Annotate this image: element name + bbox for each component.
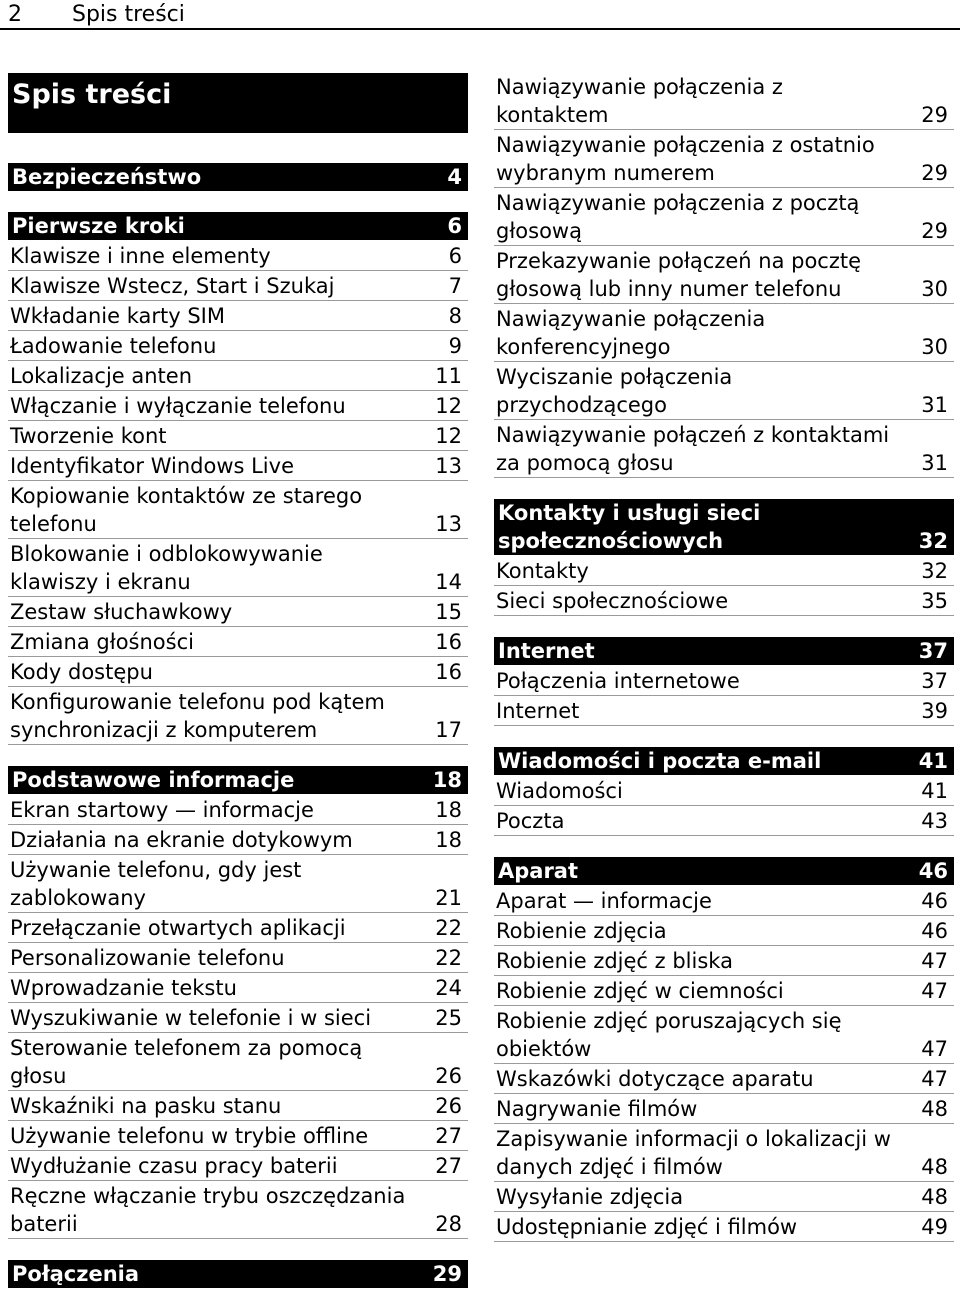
toc-entry[interactable]	[494, 777, 954, 806]
entry-title: Przekazywanie połączeń na pocztę głosową lub inny numer telefonu	[496, 249, 862, 301]
entry-page-number: 47	[921, 1067, 948, 1091]
entry-page-number: 28	[435, 1212, 462, 1236]
section-page-number: 41	[918, 749, 948, 773]
entry-page-number: 30	[921, 277, 948, 301]
entry-title: Robienie zdjęć poruszających się obiektów	[496, 1009, 842, 1061]
toc-entry[interactable]	[8, 944, 468, 973]
entry-page-number: 29	[921, 161, 948, 185]
toc-entry[interactable]	[494, 1183, 954, 1212]
entry-page-number: 12	[435, 424, 462, 448]
entry-title: Lokalizacje anten	[10, 364, 193, 388]
entry-page-number: 21	[435, 886, 462, 910]
entry-title: Robienie zdjęć z bliska	[496, 949, 733, 973]
section-page-number: 46	[918, 859, 948, 883]
entry-page-number: 8	[448, 304, 462, 328]
entry-page-number: 30	[921, 335, 948, 359]
toc-left-column	[8, 73, 468, 1290]
entry-page-number: 16	[435, 660, 462, 684]
entry-title: Kody dostępu	[10, 660, 153, 684]
entry-title: Nawiązywanie połączenia z ostatnio wybranym numerem	[496, 133, 875, 185]
entry-page-number: 26	[435, 1064, 462, 1088]
toc-entry[interactable]	[494, 189, 954, 246]
toc-entry[interactable]	[494, 887, 954, 916]
toc-entry[interactable]	[494, 1095, 954, 1124]
toc-section	[494, 857, 954, 1242]
toc-section	[494, 747, 954, 836]
entry-page-number: 14	[435, 570, 462, 594]
toc-entry[interactable]	[494, 1065, 954, 1094]
entry-page-number: 15	[435, 600, 462, 624]
toc-entry[interactable]	[494, 807, 954, 836]
entry-title: Włączanie i wyłączanie telefonu	[10, 394, 346, 418]
toc-entry[interactable]	[494, 247, 954, 304]
entry-title: Wysyłanie zdjęcia	[496, 1185, 684, 1209]
page-number: 2	[8, 2, 22, 27]
toc-section-header[interactable]	[494, 747, 954, 775]
section-title: Połączenia	[12, 1262, 140, 1286]
toc-entry[interactable]	[8, 392, 468, 421]
entry-title: Wskaźniki na pasku stanu	[10, 1094, 282, 1118]
entry-title: Blokowanie i odblokowywanie klawiszy i ekranu	[10, 542, 323, 594]
entry-title: Udostępnianie zdjęć i filmów	[496, 1215, 798, 1239]
toc-section	[8, 163, 468, 191]
entry-title: Używanie telefonu w trybie offline	[10, 1124, 369, 1148]
toc-entry[interactable]	[8, 422, 468, 451]
section-page-number: 32	[918, 529, 948, 553]
toc-entry[interactable]	[8, 628, 468, 657]
toc-entry[interactable]	[8, 482, 468, 539]
entry-title: Przełączanie otwartych aplikacji	[10, 916, 346, 940]
entry-title: Ładowanie telefonu	[10, 334, 217, 358]
entry-title: Kopiowanie kontaktów ze starego telefonu	[10, 484, 363, 536]
toc-entry[interactable]	[494, 305, 954, 362]
entry-title: Działania na ekranie dotykowym	[10, 828, 353, 852]
toc-entry[interactable]	[494, 73, 954, 130]
toc-entry[interactable]	[8, 1034, 468, 1091]
entry-page-number: 18	[435, 798, 462, 822]
entry-page-number: 29	[921, 103, 948, 127]
entry-page-number: 37	[921, 669, 948, 693]
entry-title: Używanie telefonu, gdy jest zablokowany	[10, 858, 302, 910]
entry-title: Ręczne włączanie trybu oszczędzania baterii	[10, 1184, 406, 1236]
entry-title: Zestaw słuchawkowy	[10, 600, 233, 624]
entry-page-number: 35	[921, 589, 948, 613]
entry-title: Sterowanie telefonem za pomocą głosu	[10, 1036, 363, 1088]
toc-section-header[interactable]	[494, 857, 954, 885]
entry-title: Tworzenie kont	[10, 424, 167, 448]
entry-page-number: 48	[921, 1185, 948, 1209]
entry-page-number: 31	[921, 451, 948, 475]
entry-page-number: 22	[435, 916, 462, 940]
entry-page-number: 49	[921, 1215, 948, 1239]
toc-section-header[interactable]	[494, 499, 954, 555]
toc-entry[interactable]	[8, 362, 468, 391]
entry-page-number: 12	[435, 394, 462, 418]
entry-page-number: 47	[921, 949, 948, 973]
toc-entry[interactable]	[8, 826, 468, 855]
entry-title: Ekran startowy — informacje	[10, 798, 314, 822]
entry-page-number: 16	[435, 630, 462, 654]
entry-page-number: 47	[921, 979, 948, 1003]
toc-entry[interactable]	[494, 1213, 954, 1242]
toc-section	[8, 766, 468, 1239]
toc-entry[interactable]	[8, 856, 468, 913]
section-title: Podstawowe informacje	[12, 768, 295, 792]
entry-title: Nawiązywanie połączenia z pocztą głosową	[496, 191, 860, 243]
toc-section-header[interactable]	[8, 1260, 468, 1288]
section-page-number: 37	[918, 639, 948, 663]
entry-title: Aparat — informacje	[496, 889, 712, 913]
entry-title: Identyfikator Windows Live	[10, 454, 294, 478]
toc-entry[interactable]	[8, 796, 468, 825]
toc-entry[interactable]	[8, 302, 468, 331]
toc-section	[494, 499, 954, 616]
entry-title: Konfigurowanie telefonu pod kątem synchronizacji z komputerem	[10, 690, 385, 742]
section-title: Bezpieczeństwo	[12, 165, 202, 189]
entry-title: Wyszukiwanie w telefonie i w sieci	[10, 1006, 372, 1030]
entry-title: Wkładanie karty SIM	[10, 304, 225, 328]
entry-title: Nawiązywanie połączeń z kontaktami za pomocą głosu	[496, 423, 890, 475]
entry-page-number: 17	[435, 718, 462, 742]
entry-page-number: 25	[435, 1006, 462, 1030]
entry-page-number: 13	[435, 512, 462, 536]
toc-section-header[interactable]	[494, 637, 954, 665]
toc-entry[interactable]	[494, 421, 954, 478]
entry-page-number: 24	[435, 976, 462, 1000]
toc-entry[interactable]	[8, 272, 468, 301]
entry-title: Robienie zdjęć w ciemności	[496, 979, 784, 1003]
toc-entry[interactable]	[494, 131, 954, 188]
running-header	[0, 0, 960, 30]
toc-entry[interactable]	[8, 1122, 468, 1151]
section-title: Wiadomości i poczta e-mail	[498, 749, 822, 773]
entry-title: Nagrywanie filmów	[496, 1097, 698, 1121]
toc-entry[interactable]	[8, 1092, 468, 1121]
toc-entry[interactable]	[8, 1152, 468, 1181]
toc-right-column	[494, 73, 954, 1243]
document-title: Spis treści	[8, 73, 468, 133]
entry-title: Internet	[496, 699, 580, 723]
entry-title: Zmiana głośności	[10, 630, 194, 654]
toc-entry[interactable]	[8, 658, 468, 687]
entry-page-number: 48	[921, 1155, 948, 1179]
entry-page-number: 27	[435, 1124, 462, 1148]
toc-section	[8, 1260, 468, 1288]
running-title: Spis treści	[72, 2, 185, 27]
toc-entry[interactable]	[494, 1007, 954, 1064]
toc-entry[interactable]	[8, 1182, 468, 1239]
toc-entry[interactable]	[8, 598, 468, 627]
toc-section-header[interactable]	[8, 212, 468, 240]
toc-entry[interactable]	[494, 917, 954, 946]
toc-section-header[interactable]	[8, 163, 468, 191]
entry-page-number: 46	[921, 889, 948, 913]
entry-title: Kontakty	[496, 559, 589, 583]
entry-page-number: 48	[921, 1097, 948, 1121]
toc-entry[interactable]	[494, 1125, 954, 1182]
toc-entry[interactable]	[494, 587, 954, 616]
toc-entry[interactable]	[8, 1004, 468, 1033]
section-page-number: 29	[432, 1262, 462, 1286]
entry-page-number: 29	[921, 219, 948, 243]
section-title: Pierwsze kroki	[12, 214, 185, 238]
section-title: Kontakty i usługi sieci społecznościowych	[498, 501, 761, 553]
toc-section	[494, 637, 954, 726]
toc-entry[interactable]	[494, 667, 954, 696]
toc-entry[interactable]	[8, 540, 468, 597]
toc-entry[interactable]	[494, 977, 954, 1006]
toc-entry[interactable]	[8, 914, 468, 943]
section-page-number: 4	[447, 165, 462, 189]
entry-title: Klawisze i inne elementy	[10, 244, 271, 268]
entry-page-number: 41	[921, 779, 948, 803]
entry-page-number: 9	[448, 334, 462, 358]
entry-page-number: 43	[921, 809, 948, 833]
entry-page-number: 13	[435, 454, 462, 478]
entry-page-number: 18	[435, 828, 462, 852]
entry-page-number: 27	[435, 1154, 462, 1178]
entry-title: Wskazówki dotyczące aparatu	[496, 1067, 814, 1091]
toc-entry[interactable]	[494, 697, 954, 726]
toc-entry[interactable]	[8, 452, 468, 481]
entry-page-number: 47	[921, 1037, 948, 1061]
entry-title: Połączenia internetowe	[496, 669, 740, 693]
entry-page-number: 39	[921, 699, 948, 723]
entry-title: Robienie zdjęcia	[496, 919, 667, 943]
toc-entry[interactable]	[494, 557, 954, 586]
section-page-number: 6	[447, 214, 462, 238]
entry-page-number: 6	[448, 244, 462, 268]
toc-section	[494, 73, 954, 478]
entry-page-number: 7	[448, 274, 462, 298]
entry-page-number: 26	[435, 1094, 462, 1118]
toc-section-header[interactable]	[8, 766, 468, 794]
toc-section	[8, 212, 468, 745]
toc-entry[interactable]	[8, 688, 468, 745]
entry-title: Zapisywanie informacji o lokalizacji w danych zdjęć i filmów	[496, 1127, 891, 1179]
entry-title: Wydłużanie czasu pracy baterii	[10, 1154, 338, 1178]
entry-title: Personalizowanie telefonu	[10, 946, 285, 970]
entry-title: Nawiązywanie połączenia konferencyjnego	[496, 307, 766, 359]
entry-title: Nawiązywanie połączenia z kontaktem	[496, 75, 783, 127]
entry-page-number: 31	[921, 393, 948, 417]
toc-entry[interactable]	[8, 332, 468, 361]
section-page-number: 18	[432, 768, 462, 792]
entry-page-number: 22	[435, 946, 462, 970]
entry-title: Wyciszanie połączenia przychodzącego	[496, 365, 733, 417]
section-title: Internet	[498, 639, 595, 663]
toc-entry[interactable]	[494, 363, 954, 420]
toc-entry[interactable]	[494, 947, 954, 976]
entry-page-number: 11	[435, 364, 462, 388]
entry-title: Wiadomości	[496, 779, 623, 803]
entry-page-number: 46	[921, 919, 948, 943]
toc-entry[interactable]	[8, 974, 468, 1003]
entry-page-number: 32	[921, 559, 948, 583]
section-title: Aparat	[498, 859, 579, 883]
entry-title: Poczta	[496, 809, 565, 833]
toc-entry[interactable]	[8, 242, 468, 271]
entry-title: Sieci społecznościowe	[496, 589, 729, 613]
entry-title: Klawisze Wstecz, Start i Szukaj	[10, 274, 335, 298]
entry-title: Wprowadzanie tekstu	[10, 976, 237, 1000]
